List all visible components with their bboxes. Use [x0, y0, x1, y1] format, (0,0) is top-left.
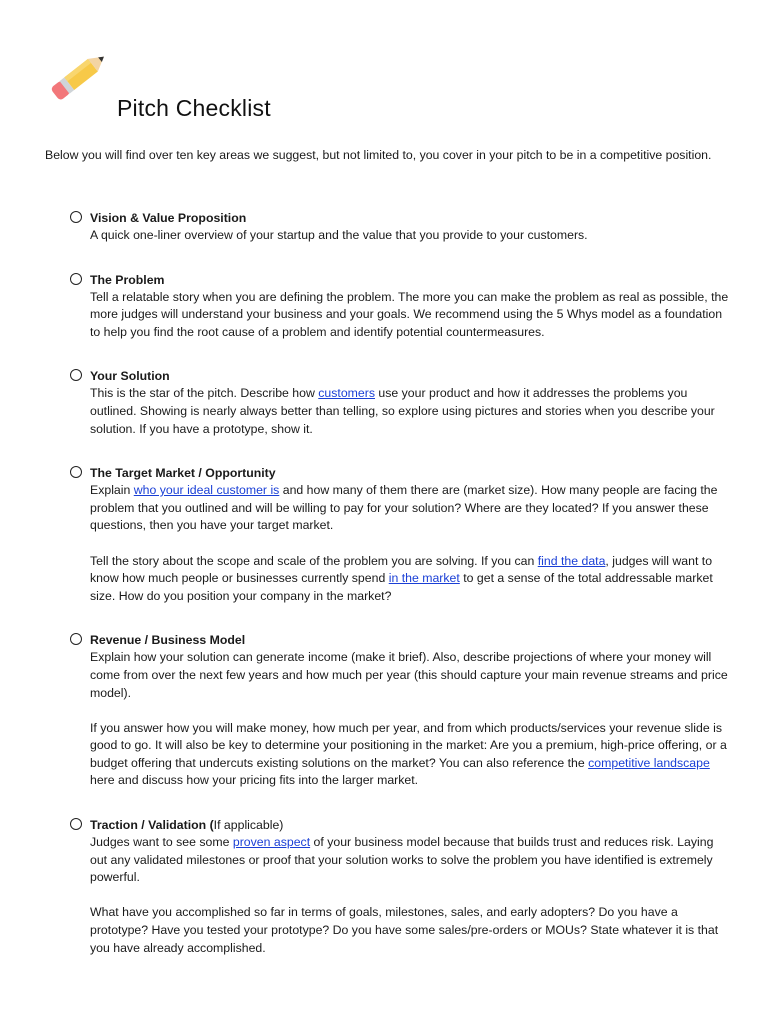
- circle-bullet-icon: [70, 818, 82, 830]
- circle-bullet-icon: [70, 273, 82, 285]
- circle-bullet-icon: [70, 211, 82, 223]
- checklist-item-heading: [90, 209, 730, 227]
- pencil-icon: [44, 44, 112, 116]
- inline-link[interactable]: customers: [318, 386, 375, 401]
- circle-bullet-icon: [70, 466, 82, 478]
- checklist: [70, 209, 730, 957]
- checklist-item-description: [90, 720, 730, 790]
- text-run: What have you accomplished so far in terms of goals, milestones, sales, and early adopters? Do you have a prototype? Have you tested your prototype? Do you have some sales/pre-orders or MOUs? State whatever it is that you have already accomplished.: [90, 905, 719, 955]
- checklist-item-heading: [90, 464, 730, 482]
- intro-paragraph: Below you will find over ten key areas we suggest, but not limited to, you cover in your pitch to be in a competitive position.: [45, 148, 712, 162]
- checklist-item-description: [90, 227, 730, 245]
- circle-bullet-icon: [70, 633, 82, 645]
- inline-link[interactable]: competitive landscape: [588, 755, 710, 770]
- text-run: here and discuss how your pricing fits into the larger market.: [90, 773, 419, 788]
- text-run: Explain how your solution can generate income (make it brief). Also, describe projections of where your money will come from over the next few years and how much per year (this should capture your main revenue streams and price model).: [90, 650, 728, 700]
- text-run: Tell the story about the scope and scale of the problem you are solving. If you can: [90, 553, 538, 568]
- checklist-item-description: [90, 649, 730, 702]
- heading-text: Your Solution: [90, 369, 170, 384]
- text-run: of your business model because that builds trust and reduces risk. Laying out any validated milestones or proof that your solution works to solve the problem you have identified is extremely powerful.: [90, 835, 714, 885]
- text-run: Judges want to see some: [90, 835, 233, 850]
- title-row: [44, 44, 724, 124]
- text-run: use your product and how it addresses the problems you outlined. Showing is nearly always better than telling, so explore using pictures and stories when you describe your solution. If you have a prototype, show it.: [90, 386, 715, 436]
- checklist-item-description: [90, 385, 730, 438]
- checklist-item: [70, 464, 730, 605]
- text-run: Explain: [90, 483, 134, 498]
- inline-link[interactable]: in the market: [388, 571, 460, 586]
- checklist-item-description: [90, 289, 730, 342]
- checklist-item: [70, 631, 730, 790]
- text-run: and how many of them there are (market size). How many people are facing the problem that you outlined and will be willing to pay for your solution? Where are they located? If you answer these questions, then you have your target market.: [90, 483, 718, 533]
- checklist-item-heading: [90, 631, 730, 649]
- checklist-item-description: [90, 553, 730, 606]
- checklist-item-description: [90, 834, 730, 887]
- heading-text: The Target Market / Opportunity: [90, 466, 276, 481]
- checklist-item: [70, 367, 730, 438]
- page-title: Pitch Checklist: [117, 95, 271, 121]
- text-run: , judges will want to know how much people or businesses currently spend: [90, 553, 713, 586]
- heading-text: Vision & Value Proposition: [90, 211, 247, 225]
- checklist-item: [70, 816, 730, 957]
- heading-text: The Problem: [90, 272, 165, 287]
- text-run: A quick one-liner overview of your startup and the value that you provide to your customers.: [90, 228, 588, 242]
- text-run: If you answer how you will make money, how much per year, and from which products/services your revenue slide is good to go. It will also be key to determine your positioning in the market: Are you a premium, high-price offering, or a budget offering that undercuts existing solutions on the market? You can also reference the: [90, 720, 727, 770]
- checklist-item: [70, 209, 730, 245]
- inline-link[interactable]: who your ideal customer is: [133, 483, 280, 498]
- inline-link[interactable]: find the data: [537, 553, 606, 568]
- text-run: to get a sense of the total addressable market size. How do you position your company in the market?: [90, 571, 713, 603]
- checklist-item: [70, 271, 730, 342]
- checklist-item-heading: [90, 367, 730, 385]
- heading-text: Revenue / Business Model: [90, 633, 246, 648]
- heading-text: Traction / Validation (: [90, 818, 214, 833]
- checklist-item-heading: [90, 271, 730, 289]
- text-run: This is the star of the pitch. Describe how: [90, 386, 319, 401]
- inline-link[interactable]: proven aspect: [232, 835, 311, 850]
- heading-note: If applicable): [213, 818, 284, 833]
- checklist-item-description: [90, 904, 730, 957]
- circle-bullet-icon: [70, 369, 82, 381]
- checklist-item-description: [90, 482, 730, 535]
- text-run: Tell a relatable story when you are defining the problem. The more you can make the problem as real as possible, the more judges will understand your business and your goals. We recommend using the 5 Whys model as a foundation to help you find the root cause of a problem and identify potential countermeasures.: [90, 289, 729, 339]
- checklist-item-heading: [90, 816, 730, 834]
